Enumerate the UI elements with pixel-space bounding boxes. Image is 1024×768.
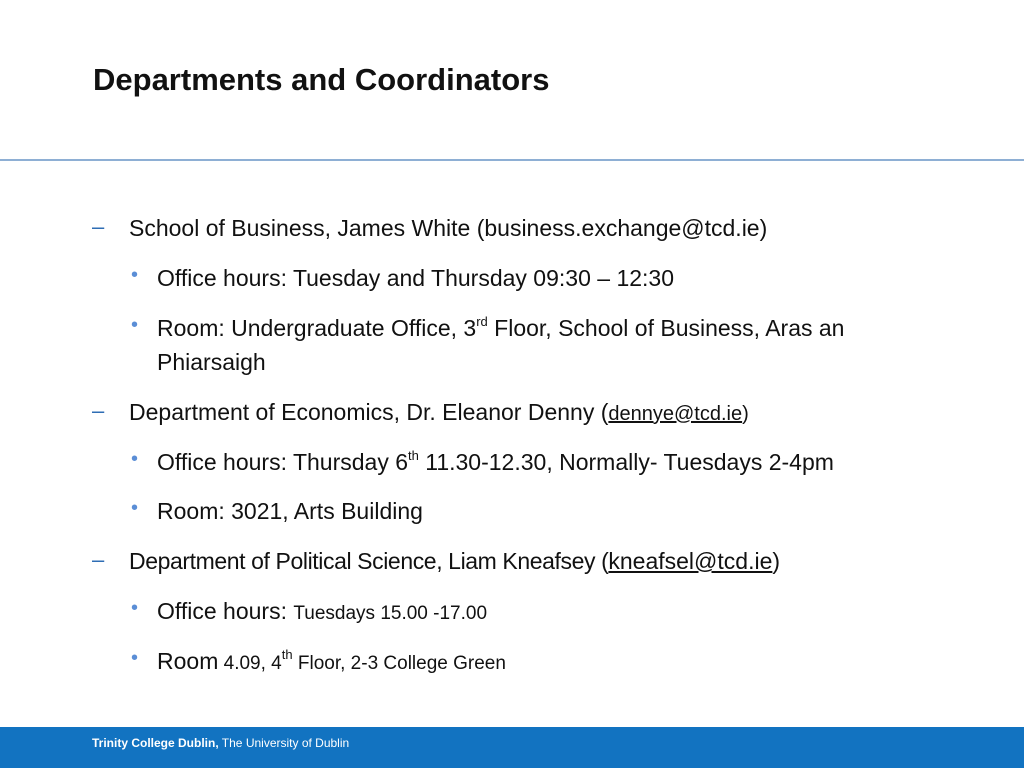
dash-marker: – <box>92 398 105 423</box>
business-hours: Office hours: Tuesday and Thursday 09:30 – 12:30 <box>157 265 674 291</box>
dash-marker: – <box>92 214 105 239</box>
politics-email-link[interactable]: kneafsel@tcd.ie <box>608 548 773 574</box>
economics-room: Room: 3021, Arts Building <box>157 498 423 524</box>
bullet-marker: • <box>131 264 139 286</box>
dash-marker: – <box>92 547 105 572</box>
footer-bar <box>0 727 1024 768</box>
bullet-marker: • <box>131 497 139 519</box>
footer-text: Trinity College Dublin, The University of Dublin <box>92 736 350 750</box>
economics-hours: Office hours: Thursday 6th 11.30-12.30, Normally- Tuesdays 2-4pm <box>157 448 834 475</box>
page-title: Departments and Coordinators <box>93 62 550 97</box>
business-heading: School of Business, James White (business.exchange@tcd.ie) <box>129 215 768 241</box>
bullet-marker: • <box>131 597 139 619</box>
bullet-marker: • <box>131 448 139 470</box>
economics-email-link[interactable]: dennye@tcd.ie <box>608 403 743 425</box>
politics-hours: Office hours: Tuesdays 15.00 -17.00 <box>157 598 488 624</box>
bullet-marker: • <box>131 647 139 669</box>
politics-room: Room 4.09, 4th Floor, 2-3 College Green <box>157 647 506 674</box>
politics-heading: Department of Political Science, Liam Kneafsey (kneafsel@tcd.ie) <box>129 548 781 574</box>
economics-heading: Department of Economics, Dr. Eleanor Denny (dennye@tcd.ie) <box>129 399 749 425</box>
title-divider <box>0 159 1024 161</box>
business-room-line2: Phiarsaigh <box>157 349 266 375</box>
bullet-marker: • <box>131 314 139 336</box>
business-room: Room: Undergraduate Office, 3rd Floor, School of Business, Aras an <box>157 314 845 341</box>
